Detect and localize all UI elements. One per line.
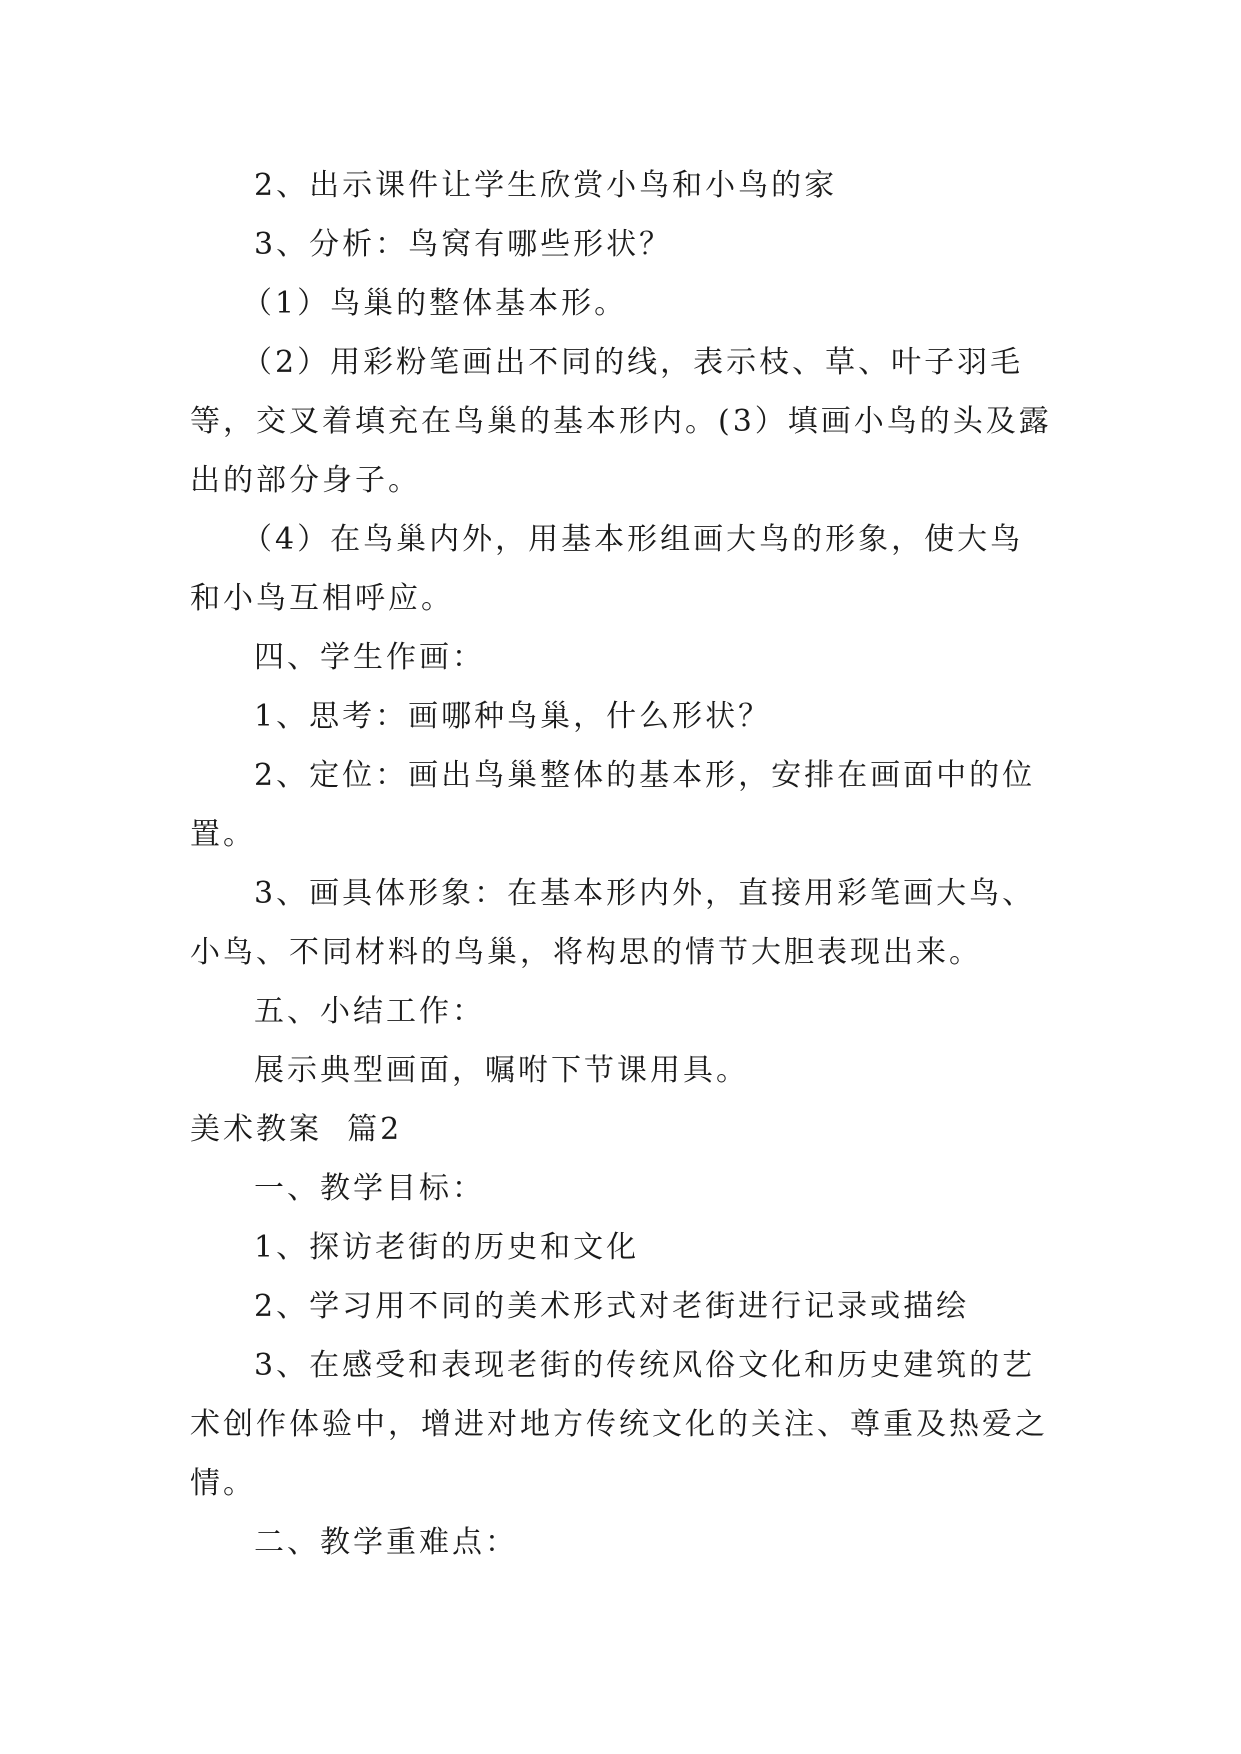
paragraph: [190, 510, 1060, 628]
text-line: 置。: [190, 817, 256, 852]
text-line: 3、分析：鸟窝有哪些形状？: [254, 227, 673, 262]
text-line: 一、教学目标：: [254, 1171, 485, 1206]
paragraph: [190, 1159, 1060, 1218]
text-line: 等，交叉着填充在鸟巢的基本形内。(3）填画小鸟的头及露: [190, 404, 1052, 439]
text-line: 3、在感受和表现老街的传统风俗文化和历史建筑的艺: [254, 1348, 1036, 1383]
text-line: 2、定位：画出鸟巢整体的基本形，安排在画面中的位: [254, 758, 1036, 793]
text-line: （1）鸟巢的整体基本形。: [242, 286, 628, 321]
paragraph: [190, 215, 1060, 274]
text-line: 出的部分身子。: [190, 463, 421, 498]
paragraph: [190, 746, 1060, 864]
paragraph: [190, 1513, 1060, 1572]
text-line: （4）在鸟巢内外，用基本形组画大鸟的形象，使大鸟: [242, 522, 1024, 557]
text-line: 和小鸟互相呼应。: [190, 581, 454, 616]
paragraph: [190, 1041, 1060, 1100]
text-line: 1、探访老街的历史和文化: [254, 1230, 640, 1265]
text-line: 四、学生作画：: [254, 640, 485, 675]
paragraph: [190, 628, 1060, 687]
text-line: （2）用彩粉笔画出不同的线，表示枝、草、叶子羽毛: [242, 345, 1024, 380]
text-line: 二、教学重难点：: [254, 1525, 518, 1560]
paragraph: [190, 982, 1060, 1041]
text-line: 五、小结工作：: [254, 994, 485, 1029]
document-body: [190, 156, 1060, 1572]
paragraph: [190, 864, 1060, 982]
text-line: 2、学习用不同的美术形式对老街进行记录或描绘: [254, 1289, 970, 1324]
paragraph: [190, 1277, 1060, 1336]
text-line: 2、出示课件让学生欣赏小鸟和小鸟的家: [254, 168, 838, 203]
paragraph: [190, 1218, 1060, 1277]
text-line: 术创作体验中，增进对地方传统文化的关注、尊重及热爱之: [190, 1407, 1048, 1442]
paragraph: [190, 274, 1060, 333]
paragraph: [190, 156, 1060, 215]
paragraph: [190, 1336, 1060, 1513]
text-line: 1、思考：画哪种鸟巢，什么形状？: [254, 699, 772, 734]
section-heading: [190, 1100, 1060, 1159]
text-line: 情。: [190, 1466, 256, 1501]
section-heading-text: 美术教案 篇2: [190, 1112, 403, 1147]
text-line: 小鸟、不同材料的鸟巢，将构思的情节大胆表现出来。: [190, 935, 982, 970]
text-line: 展示典型画面，嘱咐下节课用具。: [254, 1053, 749, 1088]
text-line: 3、画具体形象：在基本形内外，直接用彩笔画大鸟、: [254, 876, 1036, 911]
paragraph: [190, 333, 1060, 510]
paragraph: [190, 687, 1060, 746]
